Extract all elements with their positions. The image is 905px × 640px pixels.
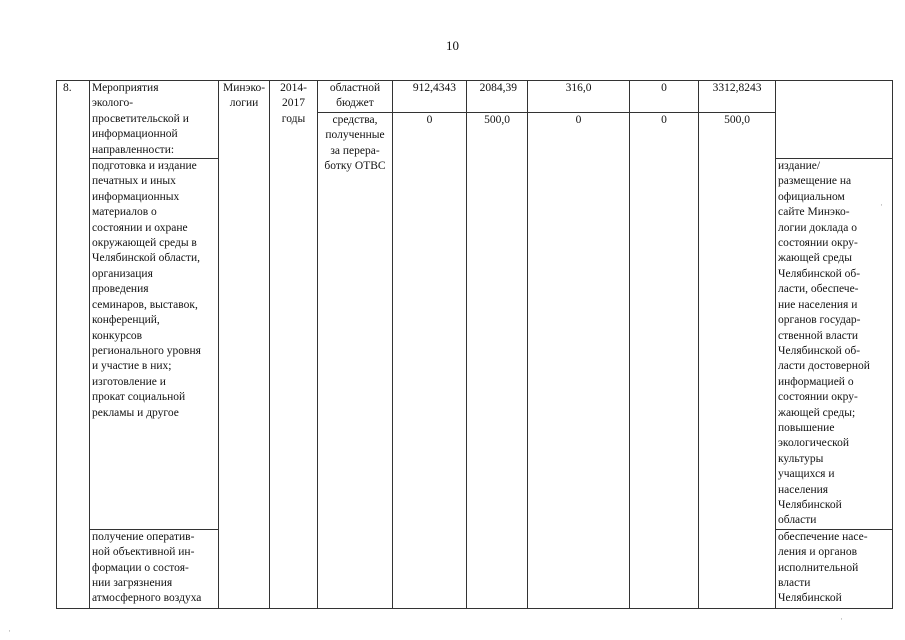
scan-speck: ·: [880, 200, 883, 210]
subitem-text: получение оператив- ной объективной ин- формации о состоя- нии загрязнения атмосферного воздуха: [90, 529, 219, 608]
value-2014: 912,4343: [393, 81, 467, 113]
value-2014: 0: [393, 112, 467, 608]
value-2015: 2084,39: [467, 81, 528, 113]
funding-source-regional: областной бюджет: [318, 81, 393, 113]
page-number: 10: [446, 38, 459, 53]
value-total: 3312,8243: [699, 81, 776, 113]
subitem-result: обеспечение насе- ления и органов исполнительной власти Челябинской: [776, 529, 893, 608]
program-table: [56, 80, 893, 609]
period-cell: 2014- 2017 годы: [270, 81, 318, 609]
subitem-result: издание/ размещение на официальном сайте Минэко- логии доклада о состоянии окру- жающей среды Челябинской об- ласти, обеспече- ние населения и органов государ- ственной власти Челябинской об- ласти достоверной информацией о состоянии окру- жающей среды; повышение экологической культуры учащихся и населения Челябинской области: [776, 159, 893, 530]
value-2015: 500,0: [467, 112, 528, 608]
event-title: Мероприятия эколого- просветительской и информационной направленности:: [90, 81, 219, 159]
result-cell-header: [776, 81, 893, 159]
table-row-funding-1: [57, 81, 893, 113]
value-2017: 0: [630, 112, 699, 608]
scan-speck: ·: [8, 626, 11, 636]
funding-source-otvs: средства, полученные за перера- ботку ОТВС: [318, 112, 393, 608]
value-2016: 0: [528, 112, 630, 608]
row-number: 8.: [57, 81, 90, 609]
subitem-text: подготовка и издание печатных и иных информационных материалов о состоянии и охране окружающей среды в Челябинской области, организация проведения семинаров, выставок, конференций, конкурсов регионального уровня и участие в них; изготовление и прокат социальной рекламы и другое: [90, 159, 219, 530]
value-2017: 0: [630, 81, 699, 113]
executor-cell: Минэко- логии: [219, 81, 270, 609]
value-total: 500,0: [699, 112, 776, 608]
scan-speck: ·: [840, 614, 843, 624]
value-2016: 316,0: [528, 81, 630, 113]
